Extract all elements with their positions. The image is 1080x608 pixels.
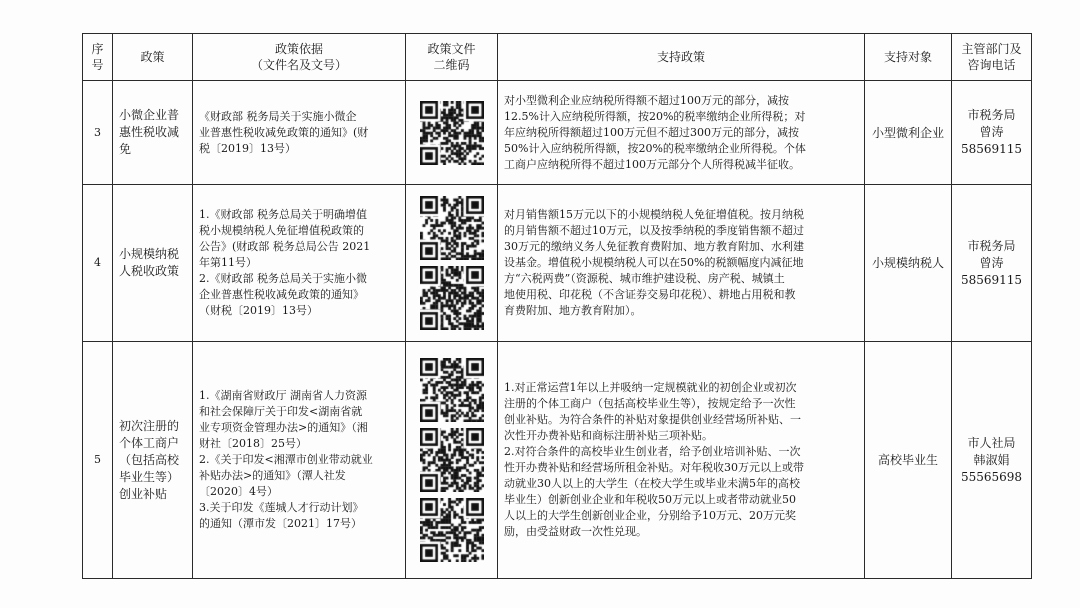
support-line: 动就业30人以上的大学生（在校大学生或毕业未满5年的高校 (504, 477, 800, 490)
policy-table (82, 33, 1032, 579)
dept-phone: 58569115 (960, 142, 1023, 156)
row-no: 5 (83, 342, 113, 579)
policy-line: 人税收政策 (119, 264, 180, 278)
policy-line: 免 (119, 142, 132, 156)
basis-line: 公告》(财政部 税务总局公告 2021 (199, 240, 371, 253)
basis-line: 《财政部 税务局关于实施小微企 (199, 109, 357, 123)
basis-line: 1.《湖南省财政厅 湖南省人力资源 (199, 389, 367, 402)
table-row (83, 81, 1032, 185)
basis-line: 业专项资金管理办法>的通知》（湘 (199, 421, 368, 434)
support-line: 50%计入应纳税所得额，按20%的税率缴纳企业所得税。个体 (504, 141, 806, 155)
row-qr (406, 342, 498, 579)
header-qr (406, 34, 498, 81)
basis-line: 2.《关于印发<湘潭市创业带动就业 (199, 453, 373, 466)
dept-contact: 韩淑娟 (973, 452, 1010, 467)
row-no: 3 (83, 81, 113, 185)
basis-line: 税小规模纳税人免征增值税政策的 (199, 224, 364, 237)
row-dept (952, 81, 1032, 185)
row-qr (406, 81, 498, 185)
policy-line: 毕业生等） (119, 469, 180, 484)
support-line: 设基金。增值税小规模纳税人可以在50%的税额幅度内减征地 (504, 256, 804, 269)
header-basis-line: （文件名及文号） (250, 58, 347, 72)
basis-line: 3.关于印发《莲城人才行动计划》 (199, 501, 364, 514)
policy-line: 惠性税收减 (119, 125, 180, 139)
support-line: 的月销售额不超过10万元，以及按季纳税的季度销售额不超过 (504, 224, 804, 237)
support-line: 30万元的缴纳义务人免征教育费附加、地方教育附加、水利建 (504, 240, 804, 253)
basis-line: （财税〔2019〕13号） (199, 304, 318, 317)
policy-line: 创业补贴 (119, 486, 168, 501)
row-target: 小规模纳税人 (865, 185, 952, 342)
policy-line: 小微企业普 (119, 108, 180, 122)
row-target: 高校毕业生 (865, 342, 952, 579)
row-basis (193, 342, 406, 579)
dept-phone: 55565698 (960, 469, 1023, 484)
dept-contact: 曾涛 (979, 255, 1004, 270)
support-line: 地使用税、印花税（不含证券交易印花税）、耕地占用税和教 (504, 288, 796, 301)
dept-phone: 58569115 (960, 272, 1023, 287)
header-dept-line: 主管部门及 (961, 42, 1022, 56)
qr-code[interactable] (420, 266, 484, 330)
header-support: 支持政策 (498, 34, 865, 81)
support-line: 年应纳税所得额超过100万元但不超过300万元的部分，减按 (504, 125, 799, 139)
basis-line: 〔2020〕4号） (199, 485, 278, 498)
row-basis (193, 81, 406, 185)
qr-code[interactable] (420, 196, 484, 260)
policy-line: 个体工商户 (119, 435, 180, 450)
basis-line: 2.《财政部 税务总局关于实施小微 (199, 272, 367, 285)
row-policy (113, 81, 193, 185)
table-row (83, 185, 1032, 342)
row-no: 4 (83, 185, 113, 342)
dept-name: 市税务局 (967, 108, 1016, 122)
dept-name: 市税务局 (967, 238, 1016, 253)
header-qr-line: 二维码 (433, 58, 470, 72)
support-line: 1.对正常运营1年以上并吸纳一定规模就业的初创企业或初次 (504, 381, 797, 394)
support-line: 工商户应纳税所得不超过100万元部分个人所得税减半征收。 (504, 157, 800, 171)
header-target: 支持对象 (865, 34, 952, 81)
support-line: 育费附加、地方教育附加）。 (504, 304, 642, 317)
row-dept (952, 185, 1032, 342)
qr-code[interactable] (420, 428, 484, 492)
qr-code[interactable] (420, 498, 484, 562)
support-line: 2.对符合条件的高校毕业生创业者，给予创业培训补贴、一次 (504, 445, 801, 458)
row-policy (113, 185, 193, 342)
support-line: 创业补贴。为符合条件的补贴对象提供创业经营场所补贴、一 (504, 413, 801, 426)
header-basis (193, 34, 406, 81)
policy-line: （包括高校 (119, 452, 180, 467)
policy-line: 初次注册的 (119, 418, 180, 433)
header-policy: 政策 (113, 34, 193, 81)
basis-line: 业普惠性税收减免政策的通知》(财 (199, 125, 369, 139)
header-basis-line: 政策依据 (274, 42, 323, 56)
basis-line: 1.《财政部 税务总局关于明确增值 (199, 208, 367, 221)
basis-line: 企业普惠性税收减免政策的通知》 (199, 288, 364, 301)
header-dept (952, 34, 1032, 81)
header-no-line: 序 (91, 42, 104, 56)
support-line: 对小型微利企业应纳税所得额不超过100万元的部分，减按 (504, 93, 789, 107)
support-line: 性开办费补贴和经营场所租金补贴。对年税收30万元以上或带 (504, 461, 804, 474)
header-no (83, 34, 113, 81)
support-line: 次性开办费补贴和商标注册补贴三项补贴。 (504, 429, 713, 442)
header-dept-line: 咨询电话 (967, 58, 1016, 72)
qr-code[interactable] (420, 101, 484, 165)
qr-code[interactable] (420, 358, 484, 422)
row-qr (406, 185, 498, 342)
basis-line: 财社〔2018〕25号） (199, 437, 307, 450)
header-row (83, 34, 1032, 81)
header-no-line: 号 (91, 58, 104, 72)
support-line: 人以上的大学生创新创业企业，分别给予10万元、20万元奖 (504, 509, 796, 522)
row-support (498, 81, 865, 185)
table-row (83, 342, 1032, 579)
row-dept (952, 342, 1032, 579)
support-line: 方“六税两费”（资源税、城市维护建设税、房产税、城镇土 (504, 272, 785, 285)
basis-line: 的通知（潭市发〔2021〕17号） (199, 517, 362, 530)
row-support (498, 342, 865, 579)
policy-line: 小规模纳税 (119, 247, 180, 261)
support-line: 对月销售额15万元以下的小规模纳税人免征增值税。按月纳税 (504, 208, 804, 221)
basis-line: 和社会保障厅关于印发<湖南省就 (199, 405, 363, 418)
row-basis (193, 185, 406, 342)
dept-contact: 曾涛 (979, 125, 1004, 139)
header-qr-line: 政策文件 (427, 42, 476, 56)
support-line: 毕业生）创新创业企业和年税收50万元以上或者带动就业50 (504, 493, 796, 506)
dept-name: 市人社局 (967, 435, 1016, 450)
support-line: 注册的个体工商户（包括高校毕业生等），按规定给予一次性 (504, 397, 796, 410)
row-policy (113, 342, 193, 579)
basis-line: 补贴办法>的通知》（潭人社发 (199, 469, 346, 482)
row-target: 小型微利企业 (865, 81, 952, 185)
support-line: 12.5%计入应纳税所得额，按20%的税率缴纳企业所得税；对 (504, 109, 806, 123)
basis-line: 年第11号） (199, 256, 257, 269)
basis-line: 税〔2019〕13号） (199, 141, 296, 155)
support-line: 励，由受益财政一次性兑现。 (504, 525, 647, 538)
row-support (498, 185, 865, 342)
